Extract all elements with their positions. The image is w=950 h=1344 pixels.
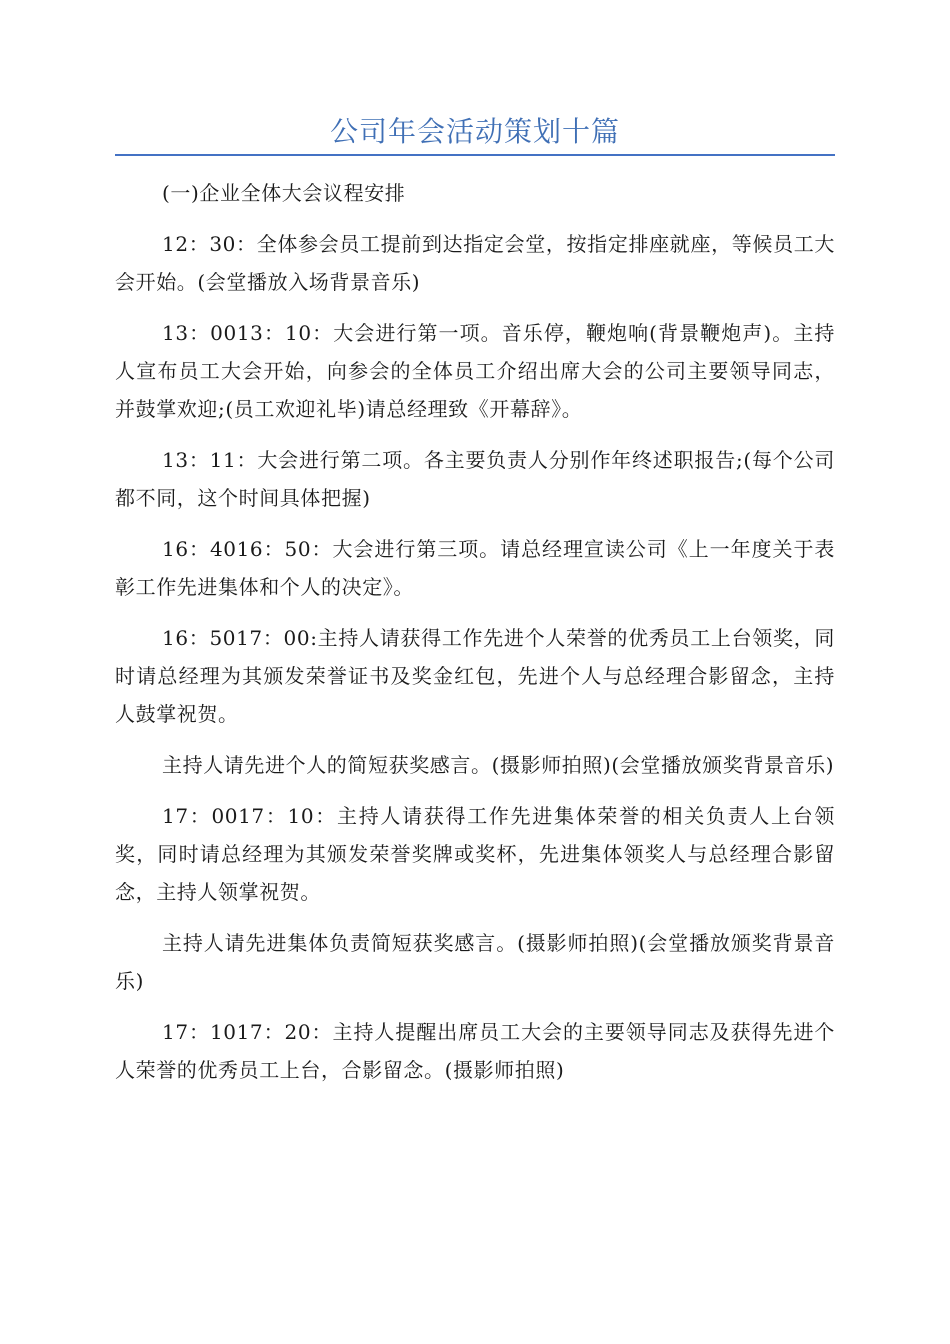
paragraph-collective-speech: 主持人请先进集体负责简短获奖感言。(摄影师拍照)(会堂播放颁奖背景音乐) (115, 931, 835, 993)
paragraph-agenda-1700: 17：0017：10：主持人请获得工作先进集体荣誉的相关负责人上台领奖，同时请总经理为其颁发荣誉奖牌或奖杯，先进集体领奖人与总经理合影留念，主持人领掌祝贺。 (115, 804, 835, 904)
paragraph-agenda-1300: 13：0013：10：大会进行第一项。音乐停，鞭炮响(背景鞭炮声)。主持人宣布员工大会开始，向参会的全体员工介绍出席大会的公司主要领导同志，并鼓掌欢迎;(员工欢迎礼毕)请总经理致《开幕辞》。 (115, 321, 835, 421)
paragraph-agenda-1230: 12：30：全体参会员工提前到达指定会堂，按指定排座就座，等候员工大会开始。(会堂播放入场背景音乐) (115, 232, 835, 294)
paragraph-section-heading: (一)企业全体大会议程安排 (162, 181, 406, 205)
paragraph-individual-speech: 主持人请先进个人的简短获奖感言。(摄影师拍照)(会堂播放颁奖背景音乐) (162, 753, 835, 777)
paragraph-agenda-1710: 17：1017：20：主持人提醒出席员工大会的主要领导同志及获得先进个人荣誉的优秀员工上台，合影留念。(摄影师拍照) (115, 1020, 835, 1082)
document-title: 公司年会活动策划十篇 (329, 115, 620, 148)
paragraph-agenda-1311: 13：11：大会进行第二项。各主要负责人分别作年终述职报告;(每个公司都不同，这个时间具体把握) (115, 448, 835, 510)
paragraph-agenda-1650: 16：5017：00:主持人请获得工作先进个人荣誉的优秀员工上台领奖，同时请总经理为其颁发荣誉证书及奖金红包，先进个人与总经理合影留念，主持人鼓掌祝贺。 (115, 626, 835, 726)
document-body (115, 174, 835, 1102)
paragraph-agenda-1640: 16：4016：50：大会进行第三项。请总经理宣读公司《上一年度关于表彰工作先进集体和个人的决定》。 (115, 537, 835, 599)
title-underline (115, 154, 835, 156)
